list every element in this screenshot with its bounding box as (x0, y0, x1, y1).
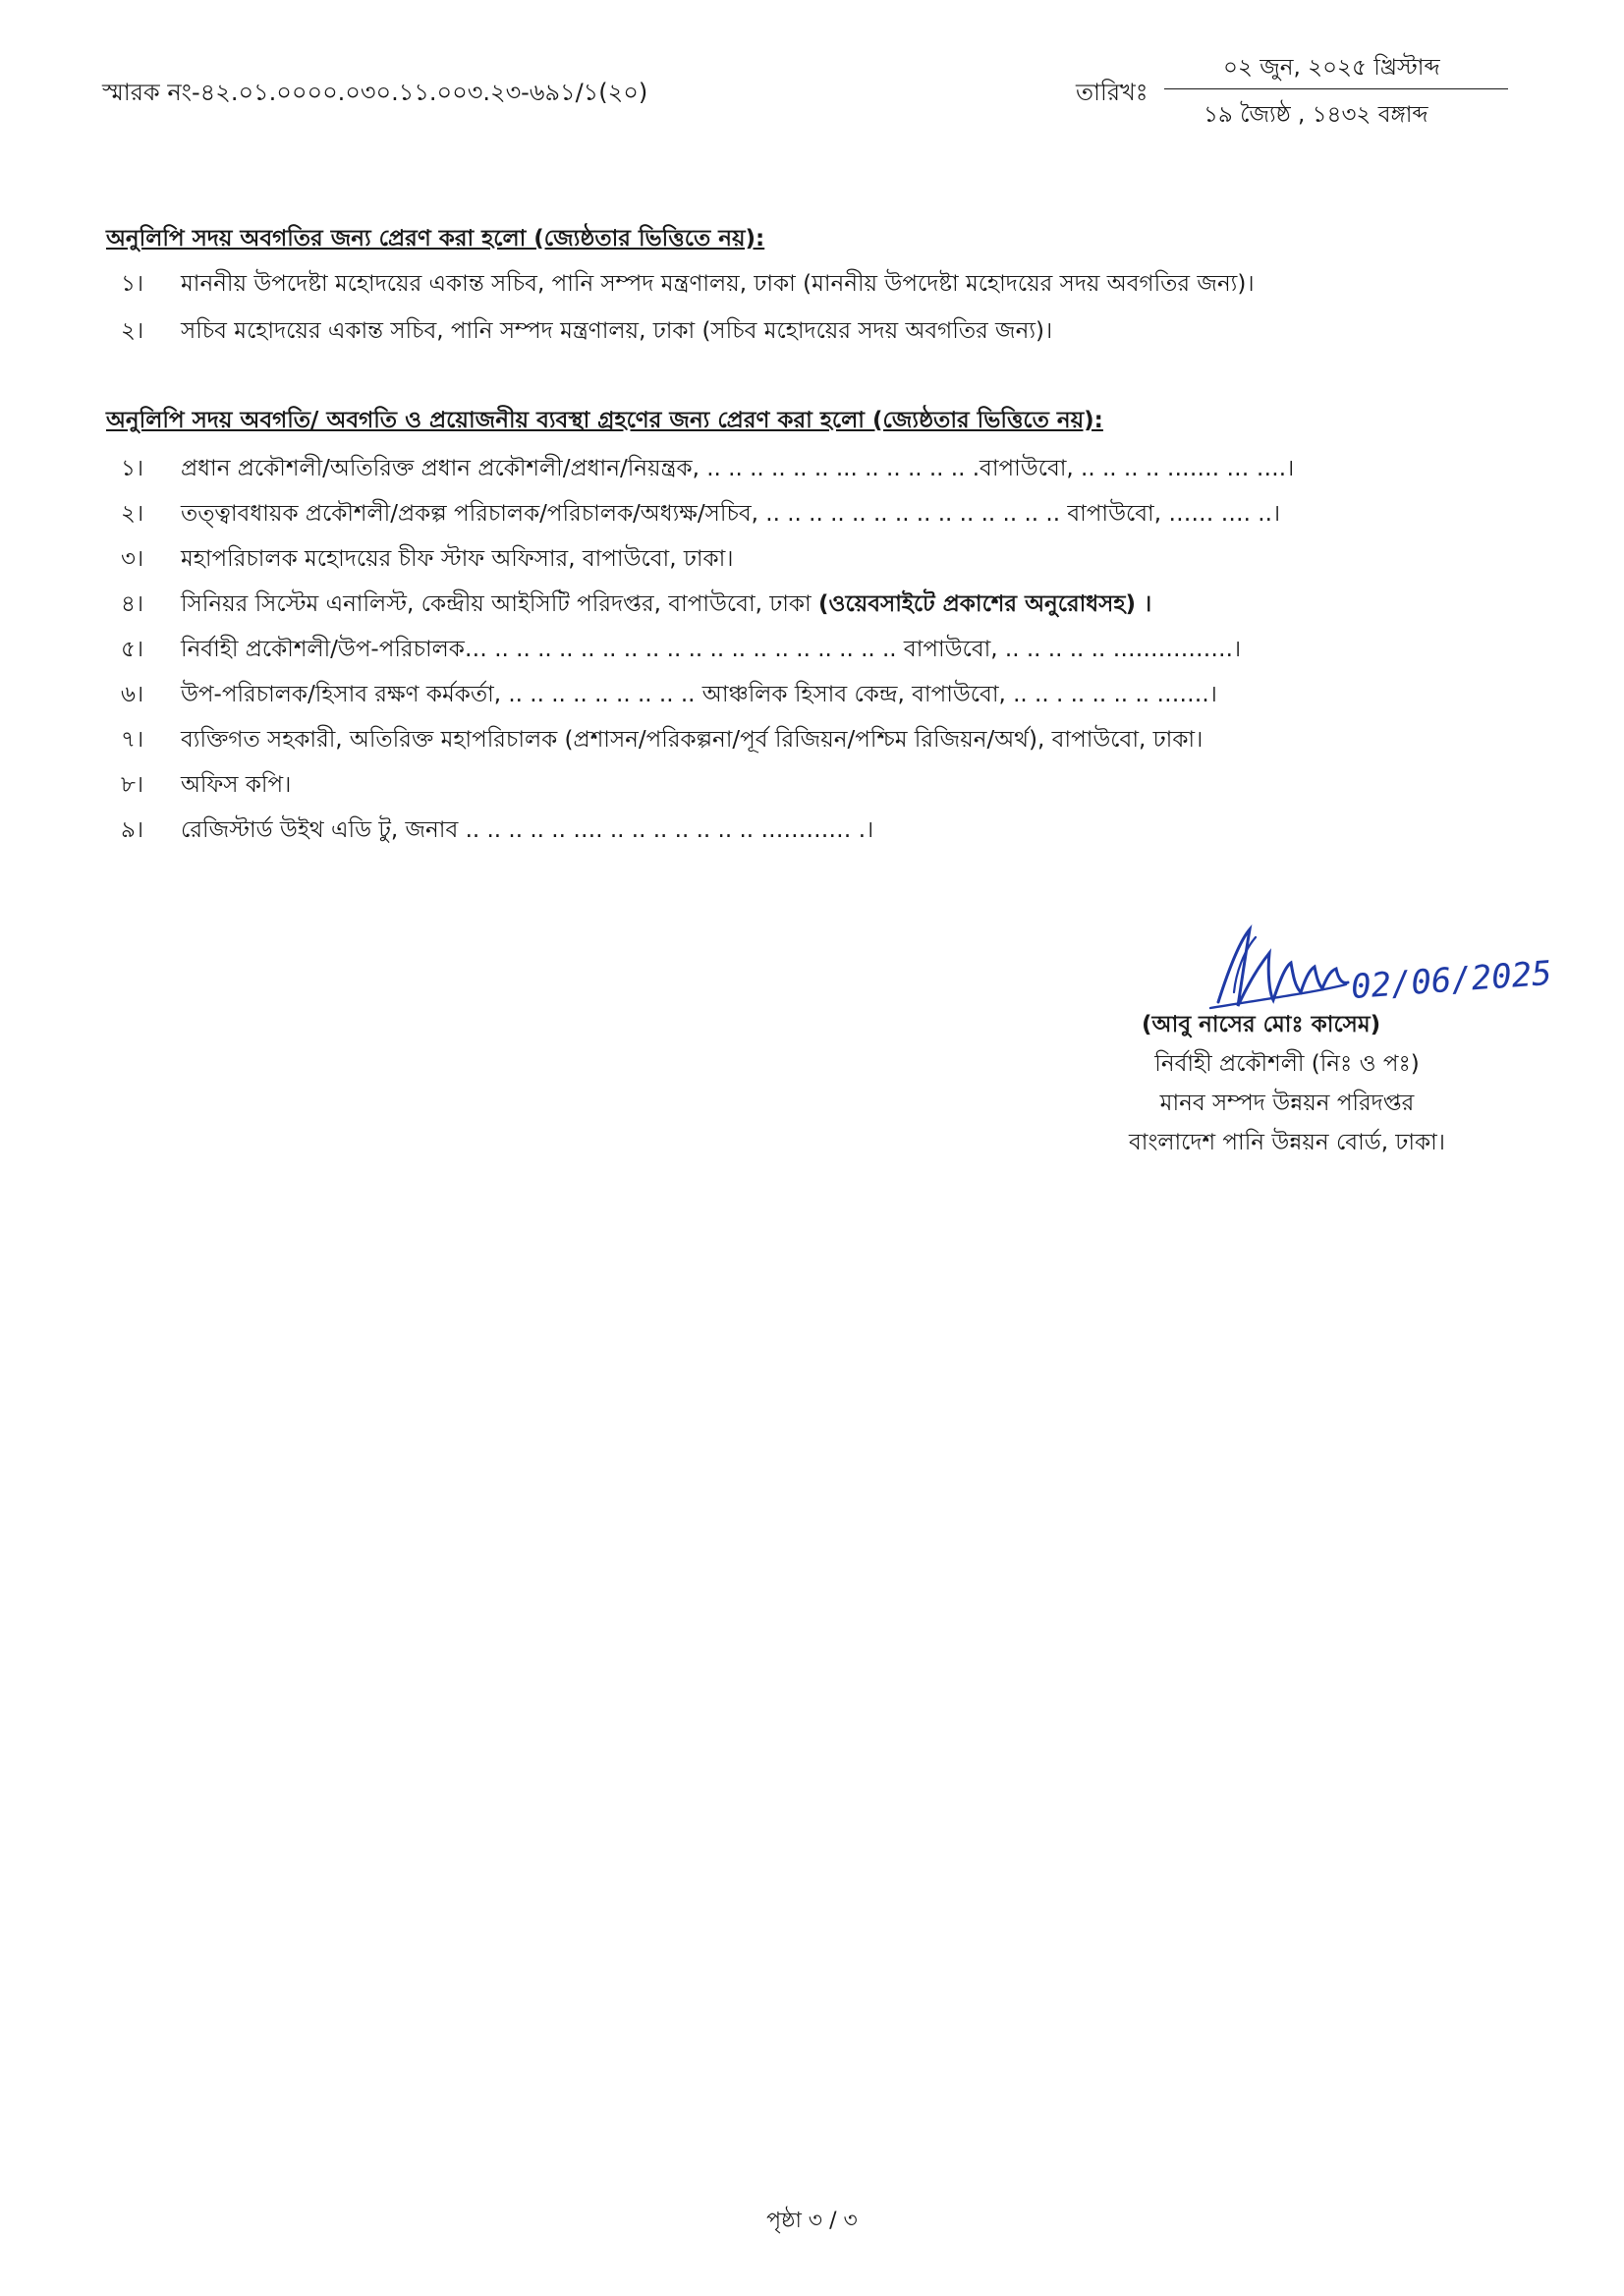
signatory-name: (আবু নাসের মোঃ কাসেম) (1142, 1012, 1381, 1037)
item-text-bold: (ওয়েবসাইটে প্রকাশের অনুরোধসহ) । (818, 591, 1152, 617)
item-text: ব্যক্তিগত সহকারী, অতিরিক্ত মহাপরিচালক (প্রশাসন/পরিকল্পনা/পূর্ব রিজিয়ন/পশ্চিম রিজিয়ন/অর্থ), বাপাউবো, ঢাকা। (181, 727, 1204, 753)
date-bengali: ১৯ জ্যৈষ্ঠ , ১৪৩২ বঙ্গাব্দ (1204, 102, 1428, 128)
item-text: তত্ত্বাবধায়ক প্রকৌশলী/প্রকল্প পরিচালক/পরিচালক/অধ্যক্ষ/সচিব, .. .. .. .. .. .. .. .. .. .. .. .. .. .. বাপাউবো, …… …. ..। (181, 501, 1281, 527)
list-item (106, 261, 1531, 308)
list-item (106, 672, 1531, 717)
item-number: ৮। (121, 772, 144, 798)
item-number: ৩। (121, 546, 144, 572)
list-item (106, 446, 1531, 491)
list-item (106, 536, 1531, 582)
list-item (106, 491, 1531, 536)
date-block (1076, 49, 1518, 128)
list-item (106, 627, 1531, 672)
item-number: ৯। (121, 817, 144, 843)
list-item (106, 762, 1531, 808)
item-text: প্রধান প্রকৌশলী/অতিরিক্ত প্রধান প্রকৌশলী/প্রধান/নিয়ন্ত্রক, .. .. .. .. .. .. ... .. .. .. .. .. .বাপাউবো, .. .. .. .. ……. … ….। (181, 456, 1295, 481)
item-text: নির্বাহী প্রকৌশলী/উপ-পরিচালক… .. .. .. .. .. .. .. .. .. .. .. .. .. .. .. .. .. .. .. বাপাউবো, .. .. .. .. .. …………….। (181, 637, 1242, 662)
date-divider (1164, 88, 1508, 89)
memo-number: স্মারক নং-৪২.০১.০০০০.০৩০.১১.০০৩.২৩-৬৯১/১(২০) (102, 79, 648, 106)
item-number: ৬। (121, 682, 144, 707)
signatory-organization: বাংলাদেশ পানি উন্নয়ন বোর্ড, ঢাকা। (1129, 1130, 1445, 1155)
item-number: ৭। (121, 727, 144, 753)
section-heading-information: অনুলিপি সদয় অবগতির জন্য প্রেরণ করা হলো (জ্যেষ্ঠতার ভিত্তিতে নয়): (106, 226, 765, 252)
item-text-plain: সিনিয়র সিস্টেম এনালিস্ট, কেন্দ্রীয় আইসিটি পরিদপ্তর, বাপাউবো, ঢাকা (181, 591, 818, 617)
date-label: তারিখঃ (1076, 79, 1148, 106)
item-text: উপ-পরিচালক/হিসাব রক্ষণ কর্মকর্তা, .. .. .. .. .. .. .. .. .. আঞ্চলিক হিসাব কেন্দ্র, বাপাউবো, .. .. . .. .. .. .. …….। (181, 682, 1217, 707)
item-number: ২। (121, 501, 144, 527)
item-text: রেজিস্টার্ড উইথ এডি টু, জনাব .. .. .. .. .. …. .. .. .. .. .. .. .. ………… .। (181, 817, 874, 843)
list-item (106, 717, 1531, 762)
section-heading-action: অনুলিপি সদয় অবগতি/ অবগতি ও প্রয়োজনীয় ব্যবস্থা গ্রহণের জন্য প্রেরণ করা হলো (জ্যেষ্ঠতার ভিত্তিতে নয়): (106, 408, 1103, 433)
signature-date: 02/06/2025 (1349, 953, 1553, 1007)
item-text: অফিস কপি। (181, 772, 292, 798)
item-text (181, 586, 1151, 624)
item-number: ১। (121, 271, 144, 297)
copy-list-action (106, 446, 1531, 853)
date-gregorian: ০২ জুন, ২০২৫ খ্রিস্টাব্দ (1223, 55, 1440, 81)
item-number: ১। (121, 456, 144, 481)
item-text: সচিব মহোদয়ের একান্ত সচিব, পানি সম্পদ মন্ত্রণালয়, ঢাকা (সচিব মহোদয়ের সদয় অবগতির জন্য)। (181, 318, 1053, 344)
item-number: ৫। (121, 637, 144, 662)
item-text: মহাপরিচালক মহোদয়ের চীফ স্টাফ অফিসার, বাপাউবো, ঢাকা। (181, 546, 734, 572)
copy-list-information (106, 261, 1531, 356)
page-number: পৃষ্ঠা ৩ / ৩ (766, 2209, 858, 2233)
item-number: ২। (121, 318, 144, 344)
list-item (106, 582, 1531, 627)
signatory-designation: নির্বাহী প্রকৌশলী (নিঃ ও পঃ) (1154, 1051, 1420, 1077)
list-item (106, 308, 1531, 356)
item-text: মাননীয় উপদেষ্টা মহোদয়ের একান্ত সচিব, পানি সম্পদ মন্ত্রণালয়, ঢাকা (মাননীয় উপদেষ্টা মহোদয়ের সদয় অবগতির জন্য)। (181, 271, 1255, 297)
signature-block (1071, 924, 1553, 1179)
signatory-office: মানব সম্পদ উন্নয়ন পরিদপ্তর (1159, 1091, 1415, 1116)
list-item (106, 808, 1531, 853)
item-number: ৪। (121, 591, 144, 617)
